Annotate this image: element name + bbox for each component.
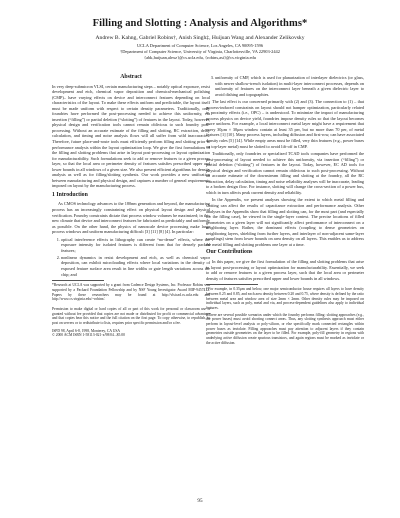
manufacturing-effects-list <box>52 237 210 277</box>
abstract-text: In very deep-submicron VLSI, certain manufacturing steps – notably optical exposure, resist development and etch, chemical vapor deposition and chemical-mechanical polishing (CMP)– have varying effects on device and interconnect features depending on local characteristics of the layout. To make these effects uniform and predictable, the layout itself must be made uniform with respect to certain density parameters. Traditionally, only foundries have performed the post-processing needed to achieve this uniformity, via insertion (“filling”) or partial deletion (“slotting”) of features in the layout. Today, however, physical design and verification tools cannot remain oblivious to such foundry post-processing. Without an accurate estimate of the filling and slotting, RC extraction, delay calculation, and timing and noise analysis flows will all suffer from wild inaccuracies. Therefore, future place-and-route tools must efficiently perform filling and slotting prior to performance analysis within the layout optimization loop. We give the first formulations of the filling and slotting problems that arise in layout post-processing or layout optimization for manufacturability. Such formulations seek to add or remove features to a given process layer, so that the local area or perimeter density of features satisfies prescribed upper and lower bounds in all windows of a given size. We also present efficient algorithms for density analysis as well as for filling/slotting synthesis. Our work provides a new unification between manufacturing and physical design, and captures a number of general requirements imposed on layout by the manufacturing process. <box>52 83 210 189</box>
abstract-heading: Abstract <box>120 74 142 80</box>
affiliation-emails: {abk,huijuan,alexz}@cs.ucla.edu, {robins,asi}@cs.virginia.edu <box>144 55 256 60</box>
funding-footnote: *Research at UCLA was supported by a grant from Cadence Design Systems, Inc. Professor Robins was supported by a Packard Foundation Fellowship and by NSF Young Investigator Award MIP-9457412. Papers by these researchers may be found at http://vlsicad.cs.ucla.edu and http://www.cs.virginia.edu/~robins/. <box>52 283 210 302</box>
density-footnote: †For example, in 0.35μm and below, one major semiconductor house requires all layers to have density between 0.25 and 0.85, and each area density between 0.20 and 0.75, where density is defined by the ratio between metal area and window area of size 2mm × 2mm. Other density rules may be imposed on individual layers, such as poly, metal and via, and process-dependent guidelines also apply to individual features. <box>206 287 364 310</box>
list-item: 2. nonlinear dynamics in resist development and etch, as well as chemical vapor deposition, can exhibit microloading effects where local variations in the density of exposed feature surface area result in line widths or gate length variations across the chip; and <box>61 255 210 277</box>
introduction-heading: 1 Introduction <box>52 191 88 198</box>
right-column <box>206 75 364 346</box>
affiliation-virginia: †Department of Computer Science, University of Virginia, Charlottesville, VA 22903-2442 <box>120 49 280 54</box>
list-item: 1. optical interference effects in lithography can create “no-dense” effects, where the exposure intensity for isolated features is different from that for densely packed features; <box>61 237 210 254</box>
manufacturing-effects-list-continued <box>206 75 364 97</box>
conference-line: ISPD 98, April 6-8, 1998, Monterey, CA USA <box>52 328 121 333</box>
body-paragraph: The last effect is our concerned primarily with (2) and (3). The connection to (1) – that process-induced constraints on layout should not hamper optimization, particularly related to proximity effects (i.e., OPC) – is understood. To minimize the impact of manufacturing process physics on device yield, foundries impose density rules so that the layout becomes more uniform. For example, a local interconnect metal layer might have a requirement that every 30μm × 30μm window contain at least 35 per, but no more than 70 per, of metal features [1] [10]. Many process layers, including diffusion and first-row, can have associated density rules [5] [14]. While empty areas must be filled, very thin features (e.g., power buses on top-layer metal) must be slotted to avoid lift-off in CMP. <box>206 99 364 149</box>
list-item: 3. uniformity of CMP, which is used for planarization of interlayer dielectrics (or glass, with newer shallow-trench isolation) in multi-layer interconnect processes, depends on uniformity of features on the interconnect layer beneath a given dielectric layer to avoid dishing and topographies. <box>215 75 364 97</box>
isbn-line: © 2000 ACM ISBN 1-58113-021-x/98/04...$5.00 <box>52 333 125 338</box>
body-paragraph: Traditionally, only foundries or specialized TCAD tools companies have performed the post-processing of layout needed to achieve this uniformity, via insertion (“filling”) or partial deletion (“slotting”) of features in the layout. Today, however, EC AD tools for physical design and verification cannot remain oblivious to such post-processing. Without an accurate estimate of the downstream filling and slotting at the foundry, all the RC extraction, delay calculation, timing and noise reliability analyses will be inaccurate, leading to a broken design flow. For instance, slotting will change the cross-section of a power bus, which in turn affects peak current density and reliability. <box>206 151 364 195</box>
contributions-paragraph: In this paper, we give the first formulation of the filling and slotting problems that arise in layout post-processing or layout optimization for manufacturability. Essentially, we seek to add or remove features to a given process layer, such that the local area or perimeter density of features satisfies prescribed upper and lower bounds in all windows. <box>206 258 364 281</box>
affiliation-ucla: UCLA Department of Computer Science, Los Angeles, CA 90095-1596 <box>136 43 264 48</box>
conference-info <box>52 329 210 338</box>
left-column <box>52 75 210 338</box>
author-list: Andrew B. Kahng, Gabriel Robins†, Anish Singh‡, Huijuan Wang and Alexander Zelikovsky <box>95 35 305 41</box>
footnote-divider <box>206 284 258 285</box>
copyright-notice: Permission to make digital or hard copies of all or part of this work for personal or classroom use is granted without fee provided that copies are not made or distributed for profit or commercial advantage and that copies bear this notice and the full citation on the first page. To copy otherwise, to republish, to post on servers or to redistribute to lists, requires prior specific permission and/or a fee. <box>52 306 210 326</box>
paper-title: Filling and Slotting : Analysis and Algorithms* <box>92 18 308 29</box>
contributions-heading: Our Contributions <box>206 249 253 256</box>
filling-footnote: ‡There are several possible scenarios under which the foundry performs filling: slotting approaches (e.g., the power buses) must avoid shorting connect areas. Thus, any slotting synthesis approach must either perform in layout-level analysis or poly-silicon, or else specifically mark connected rectangles within power buses as inviolate. Filling approaches must pay attention to adjacent layers if they contain geometries outside geometries on the layer to be filled. For example, poly-fill geometry in regions with underlying active diffusion create spurious transistors, and again regions must be marked as inviolate or the active diffusion. <box>206 312 364 345</box>
page-number: 95 <box>197 498 203 504</box>
body-paragraph: In the Appendix, we present analyses showing the extent to which metal filling and slotting can affect the results of capacitance extraction and performance analysis. Other analyses in the Appendix show that filling and slotting can, for the most part (and especially for the filling case), be viewed in the single-layer context. The precise locations of filled geometries on a given layer will not significantly affect performance of interconnect on a neighboring layer. Rather, the dominant effects (coupling to dense geometries on neighboring layers, shielding from further layers, and interlayer of non-adjacent same-layer couplings) stem from lower bounds on area density on all layers. This enables us to address the metal filling and slotting problems one layer at a time. <box>206 197 364 247</box>
footnote-divider <box>52 280 104 281</box>
introduction-paragraph: As CMOS technology advances to the 180nm generation and beyond, the manufacturing process has an increasingly constraining effect on physical layout design and physical verification. Foundry constraints dictate that process window volumes be maximized; in this new climate that device and interconnect features be fabricated as predictably and uniformly as possible. On the other hand, the physics of nanoscale device processing make large process windows and uniform manufacturing difficult [3] [11] [8] [4]. In particular: <box>52 201 210 235</box>
